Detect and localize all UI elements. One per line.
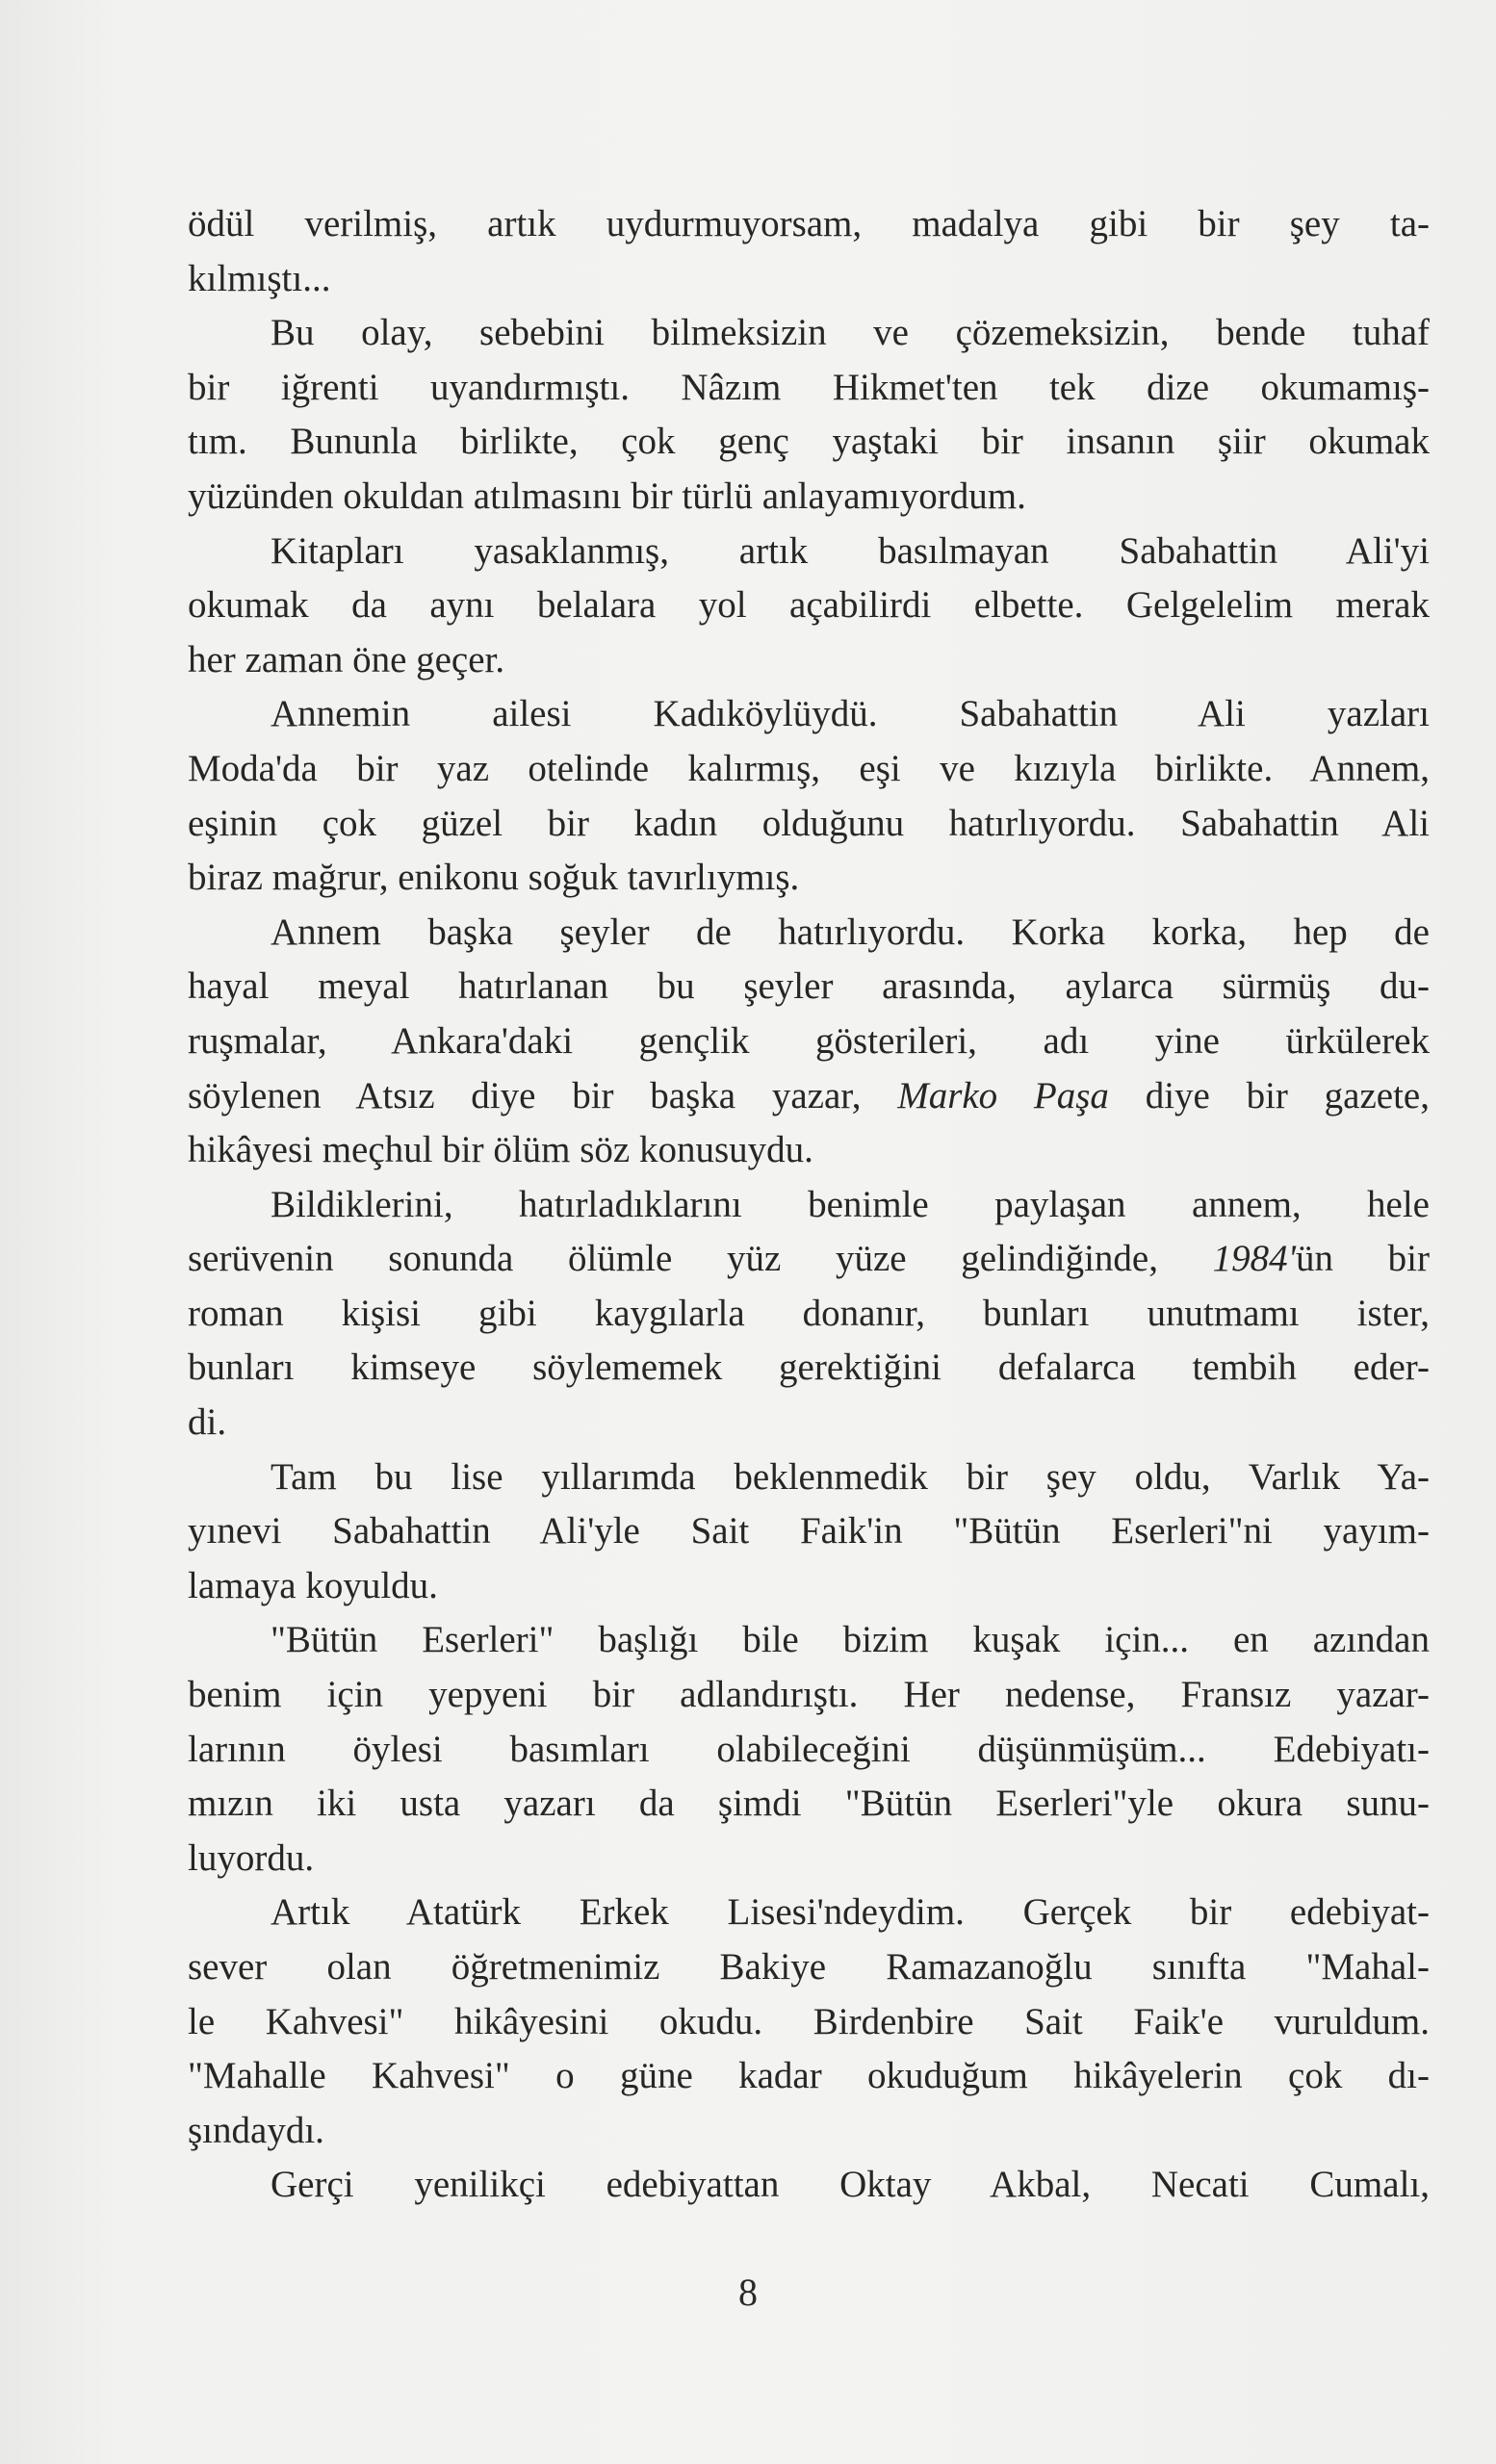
text-line: Moda'da bir yaz otelinde kalırmış, eşi ve kızıyla birlikte. Annem, — [188, 747, 1430, 789]
text-segment: ün bir — [1295, 1238, 1430, 1280]
text-line: okumak da aynı belalara yol açabilirdi elbette. Gelgelelim merak — [188, 584, 1430, 627]
text-segment: serüvenin sonunda ölümle yüz yüze gelindiğinde, — [188, 1238, 1213, 1280]
body-text — [188, 197, 1430, 2213]
text-line: Gerçi yenilikçi edebiyattan Oktay Akbal, Necati Cumalı, — [271, 2164, 1430, 2206]
text-line: tım. Bununla birlikte, çok genç yaştaki bir insanın şiir okumak — [188, 421, 1430, 463]
text-line: yüzünden okuldan atılmasını bir türlü anlayamıyordum. — [188, 475, 1026, 517]
text-line: hikâyesi meçhul bir ölüm söz konusuydu. — [188, 1129, 813, 1171]
italic-title: 1984' — [1212, 1238, 1296, 1280]
text-line: lamaya koyuldu. — [188, 1564, 438, 1606]
text-line: Tam bu lise yıllarımda beklenmedik bir şey oldu, Varlık Ya- — [271, 1455, 1430, 1498]
text-line: biraz mağrur, enikonu soğuk tavırlıymış. — [188, 857, 800, 899]
text-line — [188, 1232, 1430, 1287]
text-line: bir iğrenti uyandırmıştı. Nâzım Hikmet'ten tek dize okumamış- — [188, 366, 1430, 408]
text-line: sever olan öğretmenimiz Bakiye Ramazanoğlu sınıfta "Mahal- — [188, 1946, 1430, 1988]
text-segment: söylenen Atsız diye bir başka yazar, — [188, 1074, 898, 1116]
text-line: mızın iki usta yazarı da şimdi "Bütün Eserleri"yle okura sunu- — [188, 1783, 1430, 1825]
text-line: eşinin çok güzel bir kadın olduğunu hatırlıyordu. Sabahattin Ali — [188, 802, 1430, 844]
text-line: hayal meyal hatırlanan bu şeyler arasında, aylarca sürmüş du- — [188, 965, 1430, 1008]
text-line — [188, 1069, 1430, 1124]
text-line: bunları kimseye söylememek gerektiğini defalarca tembih eder- — [188, 1347, 1430, 1389]
text-line: di. — [188, 1401, 227, 1444]
text-line: "Bütün Eserleri" başlığı bile bizim kuşak için... en azından — [271, 1619, 1430, 1661]
text-line: ruşmalar, Ankara'daki gençlik gösterileri, adı yine ürkülerek — [188, 1019, 1430, 1062]
text-line: larının öylesi basımları olabileceğini düşünmüşüm... Edebiyatı- — [188, 1728, 1430, 1770]
text-line: roman kişisi gibi kaygılarla donanır, bunları unutmamı ister, — [188, 1292, 1430, 1334]
text-line: şındaydı. — [188, 2109, 324, 2151]
text-line: kılmıştı... — [188, 257, 331, 299]
page-number: 8 — [738, 2271, 758, 2314]
text-line: Kitapları yasaklanmış, artık basılmayan Sabahattin Ali'yi — [271, 529, 1430, 572]
text-line: ödül verilmiş, artık uydurmuyorsam, madalya gibi bir şey ta- — [188, 203, 1430, 244]
text-line: benim için yepyeni bir adlandırıştı. Her nedense, Fransız yazar- — [188, 1674, 1430, 1716]
text-line: luyordu. — [188, 1836, 315, 1879]
text-line: yınevi Sabahattin Ali'yle Sait Faik'in "Bütün Eserleri"ni yayım- — [188, 1510, 1430, 1553]
italic-title: Marko Paşa — [897, 1074, 1109, 1116]
text-line: le Kahvesi" hikâyesini okudu. Birdenbire Sait Faik'e vuruldum. — [188, 2000, 1430, 2042]
text-segment: diye bir gazete, — [1108, 1074, 1430, 1116]
text-line: Artık Atatürk Erkek Lisesi'ndeydim. Gerçek bir edebiyat- — [271, 1891, 1430, 1934]
text-line: "Mahalle Kahvesi" o güne kadar okuduğum hikâyelerin çok dı- — [188, 2055, 1430, 2097]
text-line: her zaman öne geçer. — [188, 638, 505, 680]
text-line: Annemin ailesi Kadıköylüydü. Sabahattin Ali yazları — [271, 693, 1430, 735]
text-line: Annem başka şeyler de hatırlıyordu. Korka korka, hep de — [271, 911, 1430, 953]
text-line: Bu olay, sebebini bilmeksizin ve çözemeksizin, bende tuhaf — [271, 312, 1430, 354]
text-line: Bildiklerini, hatırladıklarını benimle paylaşan annem, hele — [271, 1183, 1430, 1225]
